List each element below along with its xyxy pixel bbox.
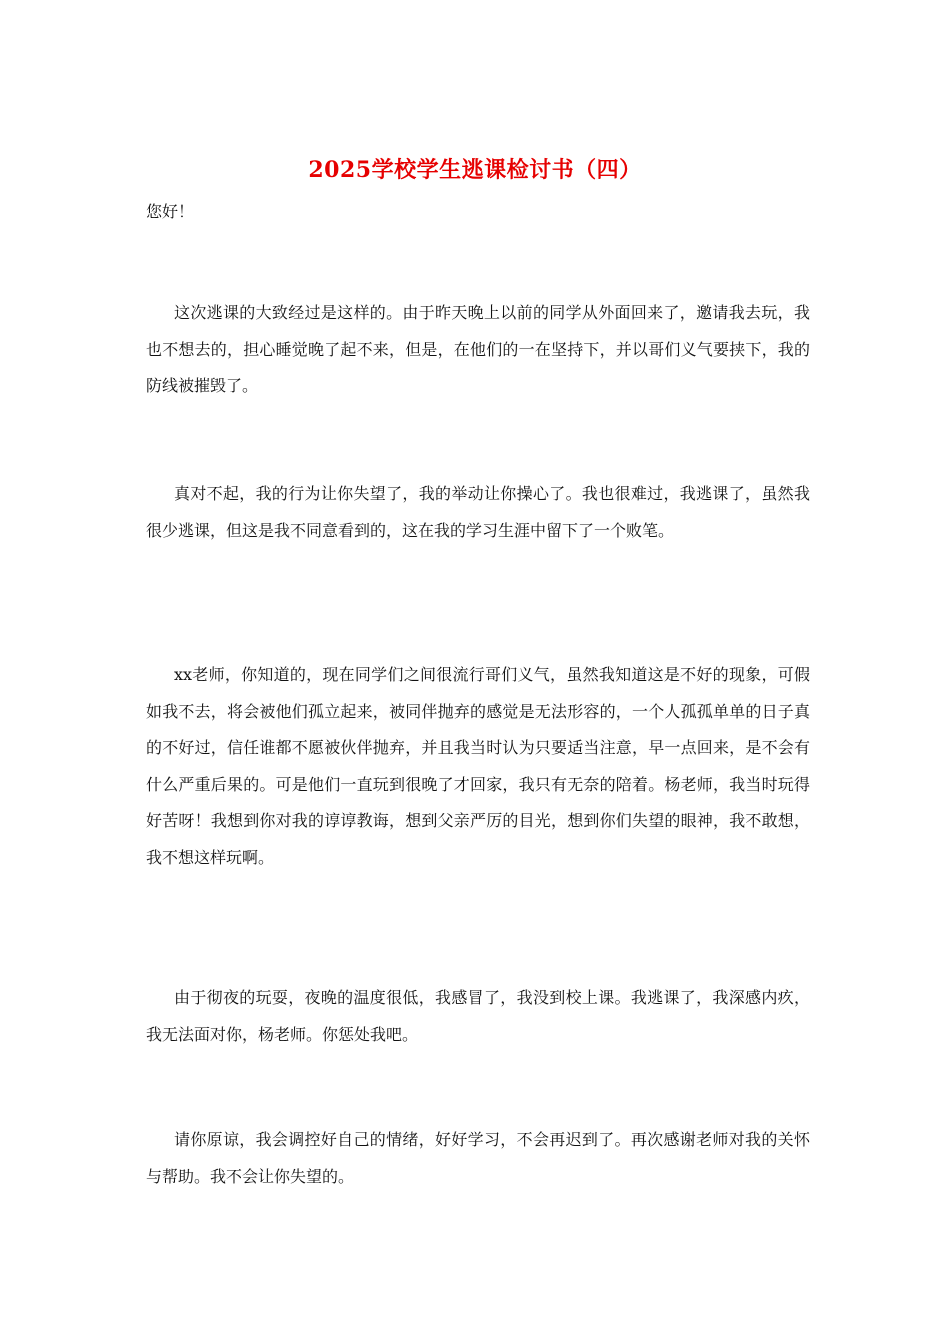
greeting-line: 您好！ <box>146 202 195 221</box>
body-paragraph-3: xx老师，你知道的，现在同学们之间很流行哥们义气，虽然我知道这是不好的现象，可假如我不去，将会被他们孤立起来，被同伴抛弃的感觉是无法形容的，一个人孤孤单单的日子真的不好过，信任谁都不愿被伙伴抛弃，并且我当时认为只要适当注意，早一点回来，是不会有什么严重后果的。可是他们一直玩到很晚了才回家，我只有无奈的陪着。杨老师，我当时玩得好苦呀！我想到你对我的谆谆教诲，想到父亲严厉的目光，想到你们失望的眼神，我不敢想，我不想这样玩啊。 <box>146 665 810 867</box>
document-title: 2025学校学生逃课检讨书（四） <box>308 157 642 183</box>
body-paragraph-1: 这次逃课的大致经过是这样的。由于昨天晚上以前的同学从外面回来了，邀请我去玩，我也不想去的，担心睡觉晚了起不来，但是，在他们的一在坚持下，并以哥们义气要挟下，我的防线被摧毁了。 <box>146 303 810 395</box>
body-paragraph-4: 由于彻夜的玩耍，夜晚的温度很低，我感冒了，我没到校上课。我逃课了，我深感内疚，我无法面对你，杨老师。你惩处我吧。 <box>146 988 810 1044</box>
body-paragraph-5: 请你原谅，我会调控好自己的情绪，好好学习，不会再迟到了。再次感谢老师对我的关怀与帮助。我不会让你失望的。 <box>146 1130 810 1186</box>
body-paragraph-2: 真对不起，我的行为让你失望了，我的举动让你操心了。我也很难过，我逃课了，虽然我很少逃课，但这是我不同意看到的，这在我的学习生涯中留下了一个败笔。 <box>146 484 810 540</box>
